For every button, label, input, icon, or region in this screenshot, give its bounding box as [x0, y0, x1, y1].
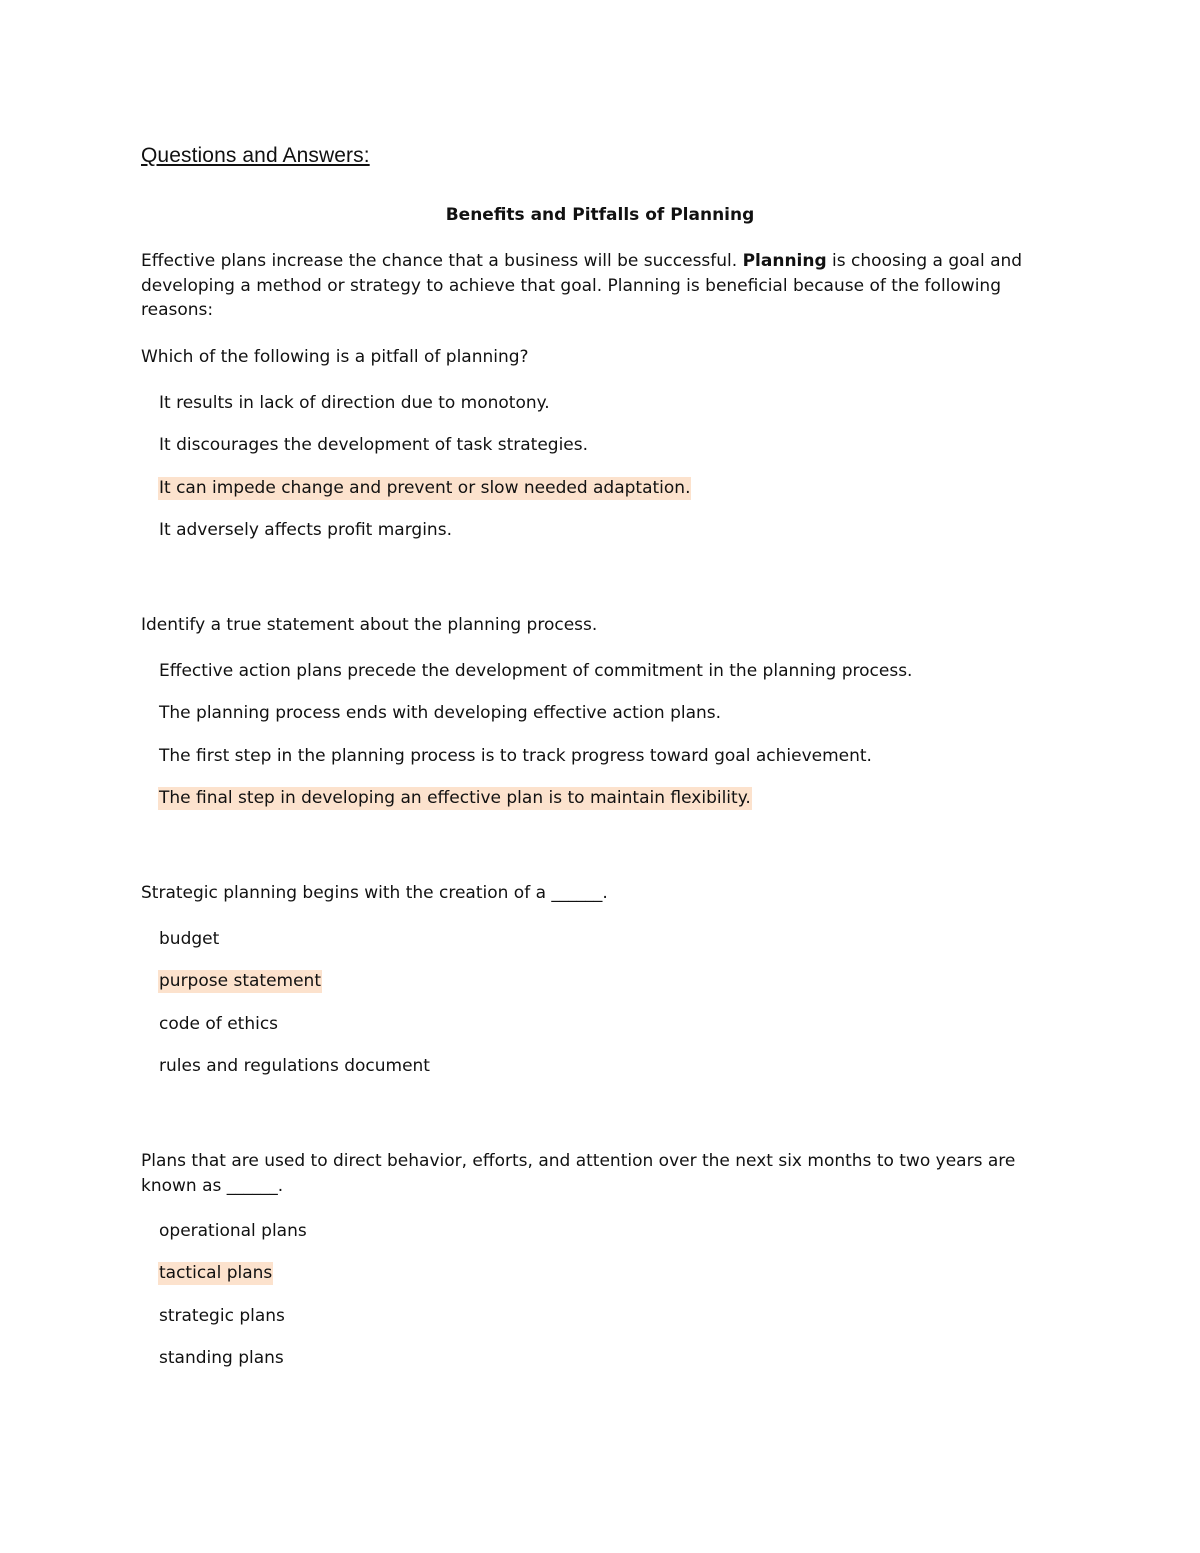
intro-text-before: Effective plans increase the chance that a business will be successful.: [141, 251, 743, 271]
answer-option-text: strategic plans: [159, 1305, 285, 1326]
answer-option-text: The first step in the planning process is to track progress toward goal achievement.: [159, 745, 872, 766]
answer-option: [159, 1012, 431, 1054]
question-3-options: [159, 927, 431, 1097]
answer-option: [159, 1054, 431, 1096]
answer-option: [159, 1346, 308, 1388]
answer-option-text: It adversely affects profit margins.: [159, 520, 452, 541]
answer-option-text: purpose statement: [159, 971, 321, 992]
intro-text-after: is choosing a goal and developing a method or strategy to achieve that goal. Planning is beneficial because of the following reasons:: [141, 251, 1023, 320]
answer-option-text: rules and regulations document: [159, 1056, 430, 1077]
question-2-options: [159, 659, 913, 829]
question-2: Identify a true statement about the planning process.: [141, 615, 598, 635]
answer-option-text: code of ethics: [159, 1013, 279, 1034]
answer-option: [159, 927, 431, 969]
answer-option-text: budget: [159, 929, 220, 949]
question-4: Plans that are used to direct behavior, efforts, and attention over the next six months to two years are known as ______.: [141, 1151, 1016, 1196]
answer-option-highlighted: [159, 786, 913, 828]
document-heading: Questions and Answers:: [141, 144, 370, 167]
answer-option: [159, 391, 691, 433]
answer-option-text: tactical plans: [159, 1263, 273, 1284]
answer-option: [159, 659, 913, 701]
question-4-options: [159, 1219, 308, 1389]
question-1-options: [159, 391, 691, 561]
answer-option-text: standing plans: [159, 1348, 284, 1369]
answer-option: [159, 744, 913, 786]
answer-option-text: It can impede change and prevent or slow needed adaptation.: [159, 477, 691, 498]
answer-option: [159, 433, 691, 475]
answer-option-highlighted: [159, 969, 431, 1011]
answer-option-text: Effective action plans precede the development of commitment in the planning process.: [159, 661, 913, 681]
intro-paragraph: [141, 249, 1071, 323]
answer-option-text: The planning process ends with developing effective action plans.: [159, 703, 722, 724]
answer-option: [159, 518, 691, 560]
answer-option-text: operational plans: [159, 1221, 307, 1241]
answer-option-text: It discourages the development of task strategies.: [159, 435, 589, 456]
answer-option: [159, 701, 913, 743]
section-title: Benefits and Pitfalls of Planning: [445, 205, 755, 225]
intro-bold-term: Planning: [742, 251, 827, 271]
answer-option: [159, 1219, 308, 1261]
answer-option-text: It results in lack of direction due to monotony.: [159, 393, 550, 413]
question-1: Which of the following is a pitfall of planning?: [141, 347, 529, 367]
answer-option-highlighted: [159, 476, 691, 518]
answer-option: [159, 1304, 308, 1346]
answer-option-text: The final step in developing an effective plan is to maintain flexibility.: [159, 788, 751, 809]
question-3: Strategic planning begins with the creation of a ______.: [141, 883, 608, 903]
answer-option-highlighted: [159, 1261, 308, 1303]
